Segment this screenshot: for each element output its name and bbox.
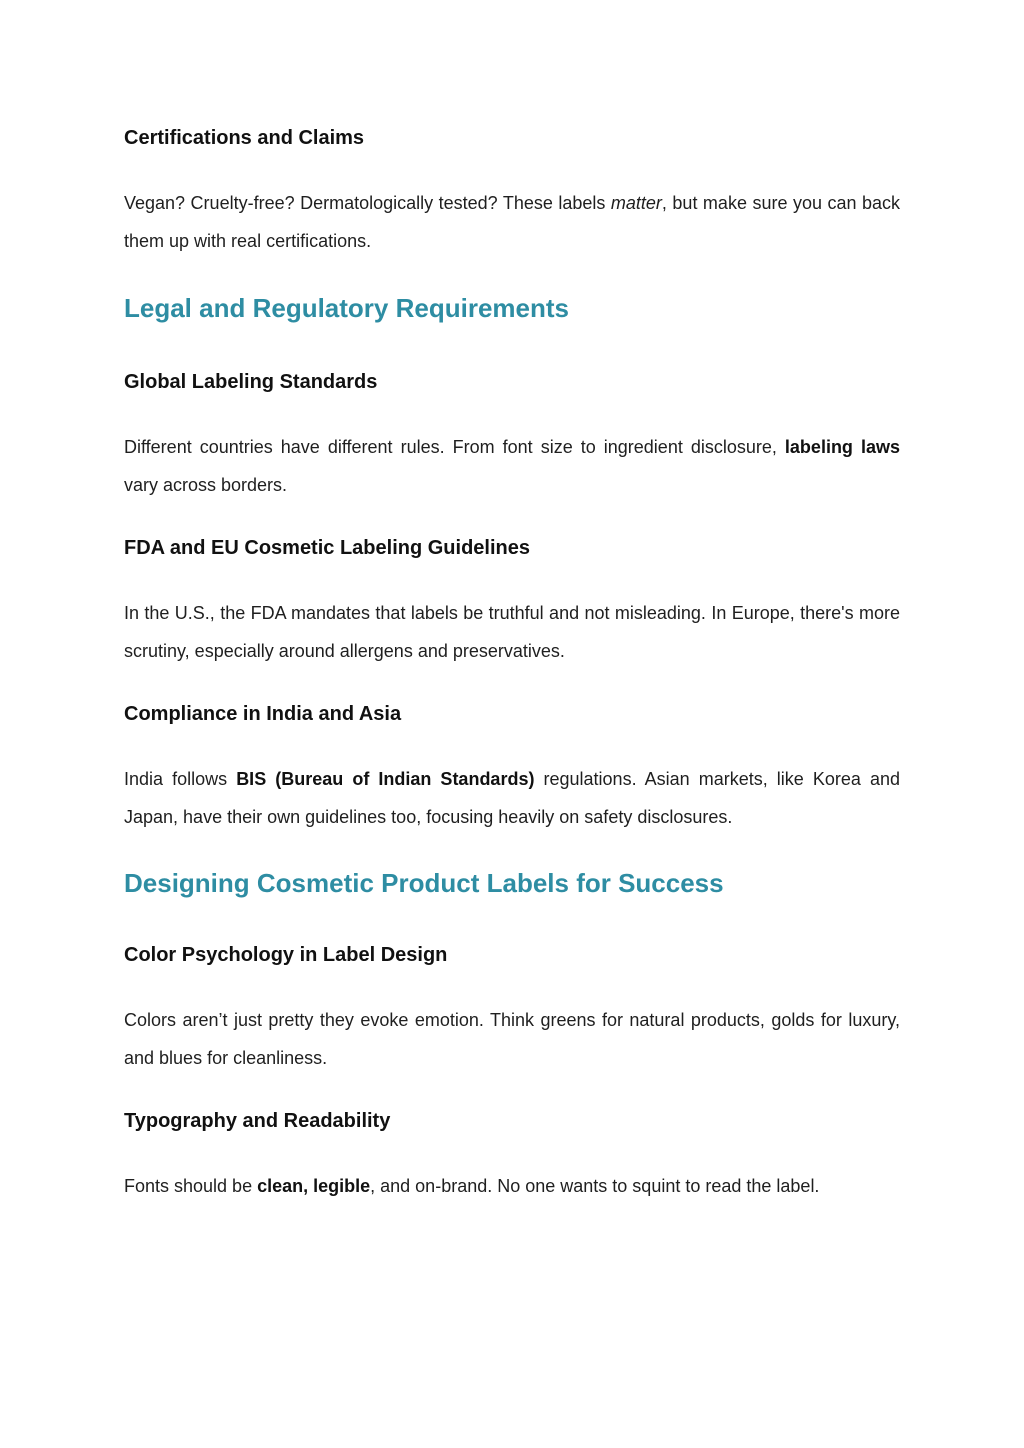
heading-typography-readability: Typography and Readability: [124, 1110, 391, 1132]
paragraph-certifications: Vegan? Cruelty-free? Dermatologically tested? These labels matter, but make sure you can back them up with real certifications.: [124, 193, 901, 251]
paragraph-typography: Fonts should be clean, legible, and on-brand. No one wants to squint to read the label.: [124, 1176, 820, 1196]
strong-labeling-laws: labeling laws: [784, 437, 900, 457]
strong-bis: BIS (Bureau of Indian Standards): [236, 769, 535, 789]
section-title-designing-labels: Designing Cosmetic Product Labels for Success: [124, 868, 724, 898]
heading-fda-eu-guidelines: FDA and EU Cosmetic Labeling Guidelines: [124, 537, 530, 559]
paragraph-global-labeling: Different countries have different rules. From font size to ingredient disclosure, labeling laws vary across borders.: [124, 437, 900, 495]
heading-compliance-india-asia: Compliance in India and Asia: [124, 703, 402, 725]
heading-certifications-and-claims: Certifications and Claims: [124, 127, 365, 149]
paragraph-india-asia: India follows BIS (Bureau of Indian Standards) regulations. Asian markets, like Korea and Japan, have their own guidelines too, focusing heavily on safety disclosures.: [124, 769, 900, 827]
paragraph-fda-eu: In the U.S., the FDA mandates that labels be truthful and not misleading. In Europe, there's more scrutiny, especially around allergens and preservatives.: [124, 603, 900, 661]
section-title-legal-requirements: Legal and Regulatory Requirements: [124, 293, 569, 323]
emphasis-matter: matter: [610, 193, 662, 213]
heading-global-labeling-standards: Global Labeling Standards: [124, 371, 378, 393]
strong-clean-legible: clean, legible: [257, 1176, 371, 1196]
paragraph-color-psychology: Colors aren’t just pretty they evoke emotion. Think greens for natural products, golds for luxury, and blues for cleanliness.: [124, 1010, 900, 1068]
heading-color-psychology: Color Psychology in Label Design: [124, 944, 448, 966]
